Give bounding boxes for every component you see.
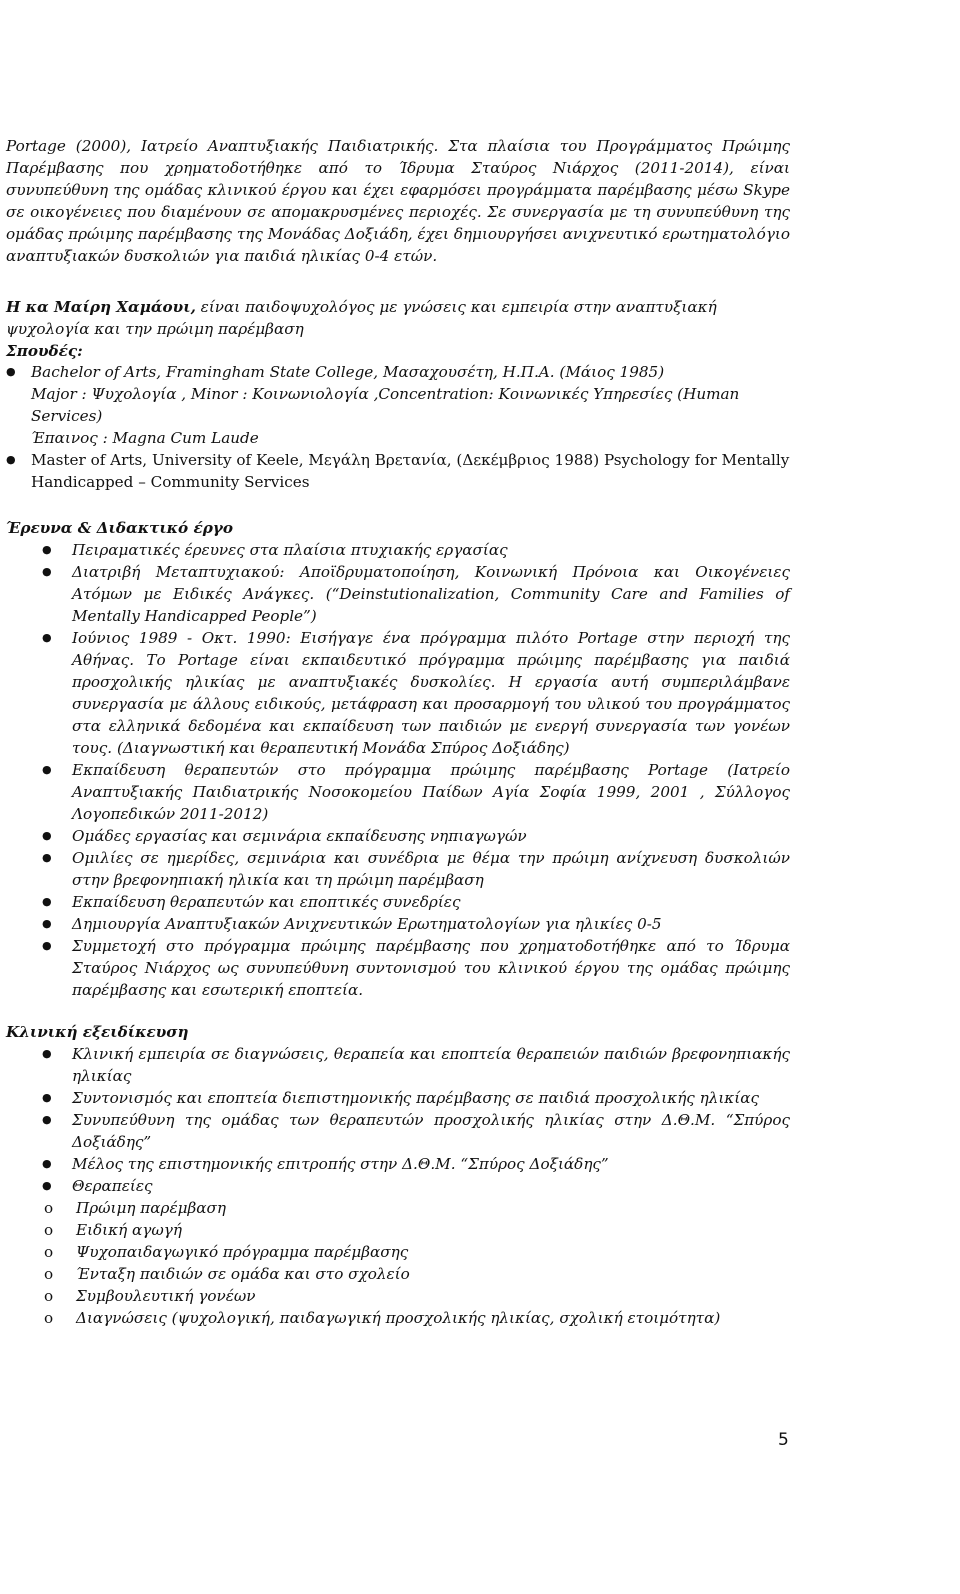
therapy-item: Ένταξη παιδιών σε ομάδα και στο σχολείο bbox=[76, 1265, 410, 1283]
bullet-icon: ● bbox=[42, 631, 52, 644]
therapy-item: Διαγνώσεις (ψυχολογική, παιδαγωγική προσχολικής ηλικίας, σχολική ετοιμότητα) bbox=[76, 1309, 721, 1327]
bullet-icon: ● bbox=[42, 1047, 52, 1060]
list-item bbox=[6, 1241, 790, 1263]
list-item bbox=[6, 759, 790, 825]
research-heading: Έρευνα & Διδακτικό έργο bbox=[6, 519, 233, 537]
clinical-item: Συνυπεύθυνη της ομάδας των θεραπευτών προσχολικής ηλικίας στην Δ.Θ.Μ. “Σπύρος Δοξιάδης” bbox=[72, 1111, 790, 1151]
study-honor: Έπαινος : Magna Cum Laude bbox=[31, 429, 259, 447]
bullet-icon: ● bbox=[42, 1179, 52, 1192]
circle-bullet-icon: o bbox=[44, 1287, 54, 1305]
clinical-item: Κλινική εμπειρία σε διαγνώσεις, θεραπεία και εποπτεία θεραπειών παιδιών βρεφονηπιακής ηλικίας bbox=[72, 1045, 790, 1085]
therapy-item: Ψυχοπαιδαγωγικό πρόγραμμα παρέμβασης bbox=[76, 1243, 409, 1261]
list-item bbox=[6, 1263, 790, 1285]
list-item bbox=[6, 847, 790, 891]
circle-bullet-icon: o bbox=[44, 1265, 54, 1283]
list-item bbox=[6, 1175, 790, 1329]
bullet-icon: ● bbox=[42, 1113, 52, 1126]
bullet-icon: ● bbox=[42, 829, 52, 842]
bullet-icon: ● bbox=[42, 565, 52, 578]
list-item bbox=[6, 1109, 790, 1153]
bio-description: είναι παιδοψυχολόγος με γνώσεις και εμπειρία στην αναπτυξιακή ψυχολογία και την πρώιμη παρέμβαση bbox=[6, 298, 717, 338]
list-item bbox=[6, 1153, 790, 1175]
list-item bbox=[6, 1087, 790, 1109]
bullet-icon: ● bbox=[42, 939, 52, 952]
bullet-icon: ● bbox=[6, 365, 16, 378]
circle-bullet-icon: o bbox=[44, 1309, 54, 1327]
list-item bbox=[6, 1219, 790, 1241]
therapy-item: Ειδική αγωγή bbox=[76, 1221, 182, 1239]
list-item bbox=[6, 561, 790, 627]
list-item bbox=[6, 361, 790, 449]
list-item bbox=[6, 935, 790, 1001]
clinical-item: Θεραπείες bbox=[72, 1177, 153, 1195]
studies-heading: Σπουδές: bbox=[6, 342, 83, 360]
list-item bbox=[6, 627, 790, 759]
list-item bbox=[6, 539, 790, 561]
list-item bbox=[6, 449, 790, 493]
intro-paragraph bbox=[6, 135, 790, 267]
bullet-icon: ● bbox=[42, 851, 52, 864]
study-degree: Bachelor of Arts, Framingham State College, Μασαχουσέτη, Η.Π.Α. (Μάιος 1985) bbox=[31, 363, 665, 381]
research-item: Εκπαίδευση θεραπευτών και εποπτικές συνεδρίες bbox=[72, 893, 461, 911]
bullet-icon: ● bbox=[42, 763, 52, 776]
list-item bbox=[6, 1043, 790, 1087]
bullet-icon: ● bbox=[42, 1157, 52, 1170]
bullet-icon: ● bbox=[42, 895, 52, 908]
research-list bbox=[6, 539, 790, 1001]
circle-bullet-icon: o bbox=[44, 1221, 54, 1239]
research-item: Δημιουργία Αναπτυξιακών Ανιχνευτικών Ερωτηματολογίων για ηλικίες 0-5 bbox=[72, 915, 662, 933]
bullet-icon: ● bbox=[42, 1091, 52, 1104]
research-item: Εκπαίδευση θεραπευτών στο πρόγραμμα πρώιμης παρέμβασης Portage (Ιατρείο Αναπτυξιακής Παιδιατρικής Νοσοκομείου Παίδων Αγία Σοφία 1999, 2001 , Σύλλογος Λογοπεδικών 2011-2012) bbox=[72, 761, 790, 823]
studies-list bbox=[6, 361, 790, 493]
clinical-item: Συντονισμός και εποπτεία διεπιστημονικής παρέμβασης σε παιδιά προσχολικής ηλικίας bbox=[72, 1089, 759, 1107]
bio-section bbox=[6, 296, 790, 362]
list-item bbox=[6, 1285, 790, 1307]
therapy-item: Πρώιμη παρέμβαση bbox=[76, 1199, 226, 1217]
therapy-item: Συμβουλευτική γονέων bbox=[76, 1287, 256, 1305]
therapies-sublist bbox=[6, 1197, 790, 1329]
list-item bbox=[6, 1197, 790, 1219]
bullet-icon: ● bbox=[42, 543, 52, 556]
bullet-icon: ● bbox=[6, 453, 16, 466]
intro-text: Portage (2000), Ιατρείο Αναπτυξιακής Παιδιατρικής. Στα πλαίσια του Προγράμματος Πρώιμης Παρέμβασης που χρηματοδοτήθηκε από το Ίδρυμα Σταύρος Νιάρχος (2011-2014), είναι συνυπεύθυνη της ομάδας κλινικού έργου και έχει εφαρμόσει προγράμματα παρέμβασης μέσω Skype σε οικογένειες που διαμένουν σε απομακρυσμένες περιοχές. Σε συνεργασία με τη συνυπεύθυνη της ομάδας πρώιμης παρέμβασης της Μονάδας Δοξιάδη, έχει δημιουργήσει ανιχνευτικό ερωτηματολόγιο αναπτυξιακών δυσκολιών για παιδιά ηλικίας 0-4 ετών. bbox=[6, 137, 790, 265]
clinical-heading: Κλινική εξειδίκευση bbox=[6, 1023, 189, 1041]
research-item: Ομάδες εργασίας και σεμινάρια εκπαίδευσης νηπιαγωγών bbox=[72, 827, 527, 845]
list-item bbox=[6, 891, 790, 913]
clinical-item: Μέλος της επιστημονικής επιτροπής στην Δ.Θ.Μ. “Σπύρος Δοξιάδης” bbox=[72, 1155, 609, 1173]
bio-name: Η κα Μαίρη Χαμάουι, bbox=[6, 298, 196, 316]
circle-bullet-icon: o bbox=[44, 1243, 54, 1261]
list-item bbox=[6, 1307, 790, 1329]
research-item: Συμμετοχή στο πρόγραμμα πρώιμης παρέμβασης που χρηματοδοτήθηκε από το Ίδρυμα Σταύρος Νιάρχος ως συνυπεύθυνη συντονισμού του κλινικού έργου της ομάδας πρώιμης παρέμβασης και εσωτερική εποπτεία. bbox=[72, 937, 790, 999]
list-item bbox=[6, 913, 790, 935]
page-number: 5 bbox=[778, 1430, 789, 1450]
research-item: Ιούνιος 1989 - Οκτ. 1990: Εισήγαγε ένα πρόγραμμα πιλότο Portage στην περιοχή της Αθήνας. Το Portage είναι εκπαιδευτικό πρόγραμμα πρώιμης παρέμβασης για παιδιά προσχολικής ηλικίας με αναπτυξιακές δυσκολίες. Η εργασία αυτή συμπεριλάμβανε συνεργασία με άλλους ειδικούς, μετάφραση και προσαρμογή του υλικού του προγράμματος στα ελληνικά δεδομένα και εκπαίδευση των παιδιών με ενεργή συνεργασία των γονέων τους. (Διαγνωστική και θεραπευτική Μονάδα Σπύρος Δοξιάδης) bbox=[72, 629, 790, 757]
clinical-list bbox=[6, 1043, 790, 1329]
research-item: Ομιλίες σε ημερίδες, σεμινάρια και συνέδρια με θέμα την πρώιμη ανίχνευση δυσκολιών στην βρεφονηπιακή ηλικία και τη πρώιμη παρέμβαση bbox=[72, 849, 790, 889]
study-degree: Master of Arts, University of Keele, Μεγάλη Βρετανία, (Δεκέμβριος 1988) Psychology for Mentally Handicapped – Community Services bbox=[31, 451, 790, 491]
bullet-icon: ● bbox=[42, 917, 52, 930]
research-item: Διατριβή Μεταπτυχιακού: Αποϊδρυματοποίηση, Κοινωνική Πρόνοια και Οικογένειες Ατόμων με Ειδικές Ανάγκες. (“Deinstutionalization, Community Care and Families of Mentally Handicapped People”) bbox=[72, 563, 790, 625]
bio-paragraph bbox=[6, 296, 790, 340]
circle-bullet-icon: o bbox=[44, 1199, 54, 1217]
research-item: Πειραματικές έρευνες στα πλαίσια πτυχιακής εργασίας bbox=[72, 541, 508, 559]
study-major: Major : Ψυχολογία , Minor : Κοινωνιολογία ,Concentration: Κοινωνικές Υπηρεσίες (Human Services) bbox=[31, 385, 740, 425]
list-item bbox=[6, 825, 790, 847]
